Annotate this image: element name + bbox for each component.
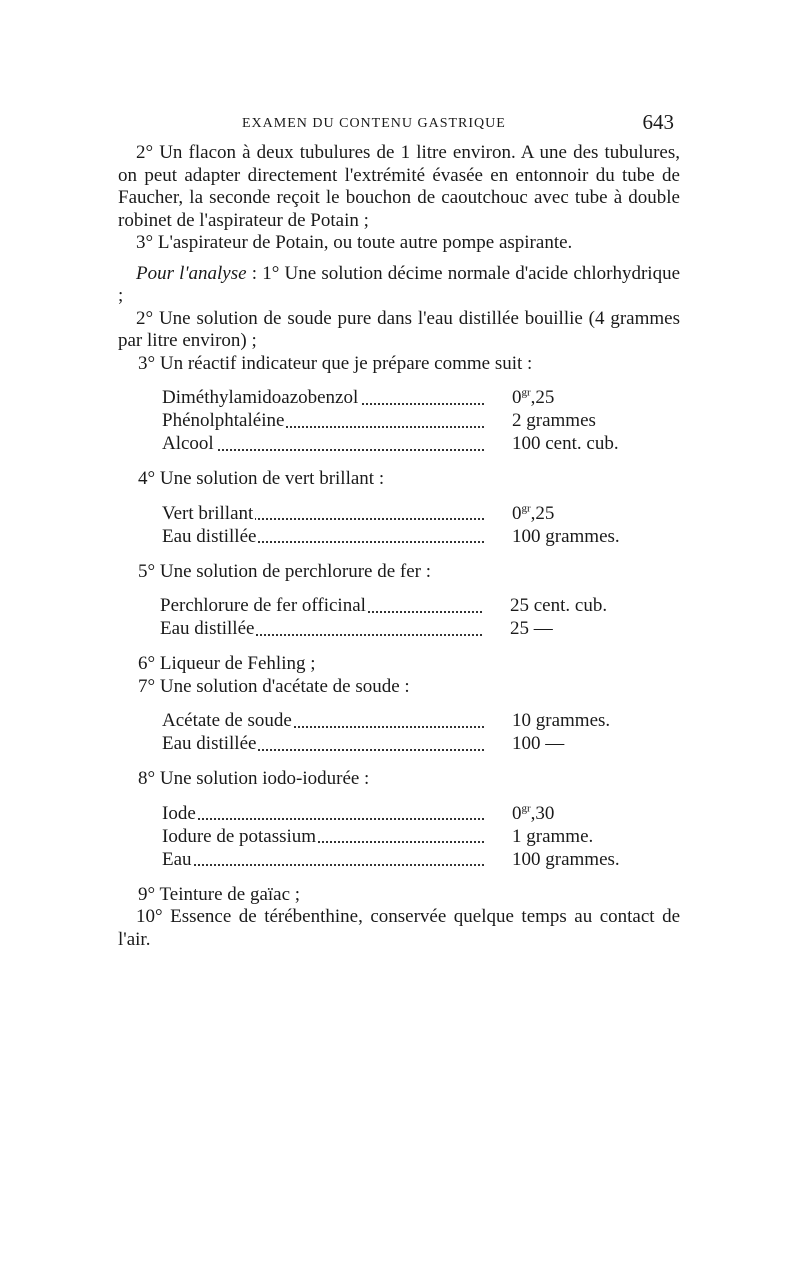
recipe-row: [162, 503, 642, 526]
paragraph-perchlorure: 5° Une solution de perchlorure de fer :: [138, 560, 432, 582]
ingredient-name: Acétate de soude: [162, 710, 292, 731]
recipe-row: [162, 826, 642, 849]
analyse-text: : 1° Une solution décime normale d'acide chlorhydrique ;: [118, 262, 680, 306]
ingredient: [162, 433, 488, 456]
quantity-unit: gr: [521, 386, 531, 399]
page-header: [118, 112, 680, 142]
recipe-row: [162, 433, 642, 456]
quantity: [488, 387, 642, 410]
quantity-unit: gr: [521, 502, 531, 515]
ingredient-name: Iodure de potassium: [162, 825, 317, 847]
ingredient-name: Eau distillée: [162, 733, 257, 754]
quantity-value: 100 cent. cub.: [512, 433, 619, 454]
recipe-row: [162, 410, 642, 433]
recipe-perchlorure: [160, 595, 640, 641]
ingredient-name: Eau: [162, 848, 192, 870]
ingredient: [162, 826, 488, 849]
ingredient-name: Diméthylamidoazobenzol: [162, 387, 359, 408]
paragraph-flacon: 2° Un flacon à deux tubulures de 1 litre environ. A une des tubulures, on peut adapter directement l'extrémité évasée en entonnoir du tube de Faucher, la seconde reçoit le bouchon de caoutchouc avec tube à double robinet de l'aspirateur de Potain ;: [118, 142, 680, 231]
dot-leader: [162, 864, 484, 866]
quantity: [488, 826, 642, 849]
paragraph-acetate: 7° Une solution d'acétate de soude :: [138, 675, 410, 697]
quantity-value: 1 gramme.: [512, 825, 594, 847]
ingredient: [160, 595, 486, 618]
book-page: [118, 112, 680, 951]
paragraph-iodo: 8° Une solution iodo-iodurée :: [138, 768, 370, 789]
ingredient: [162, 410, 488, 433]
paragraph-analyse: [118, 263, 680, 308]
quantity-value: 100 grammes.: [512, 525, 620, 547]
quantity: [488, 733, 642, 756]
quantity-value: 25 cent. cub.: [510, 595, 608, 616]
recipe-row: [162, 710, 642, 733]
ingredient-name: Eau distillée: [160, 618, 255, 639]
analyse-label: Pour l'analyse: [136, 262, 247, 284]
ingredient: [162, 849, 488, 872]
quantity-decimal: ,25: [530, 502, 555, 524]
quantity: [488, 503, 642, 526]
quantity-value: 25 —: [510, 618, 553, 639]
recipe-row: [162, 733, 642, 756]
ingredient-name: Alcool: [162, 433, 214, 454]
quantity-value: 0: [512, 802, 522, 824]
ingredient: [160, 618, 486, 641]
recipe-indicateur: [162, 387, 642, 456]
ingredient: [162, 526, 488, 549]
paragraph-soude: 2° Une solution de soude pure dans l'eau distillée bouillie (4 grammes par litre environ) ;: [118, 307, 680, 351]
quantity-unit: gr: [521, 802, 531, 815]
quantity: [488, 849, 642, 872]
ingredient-name: Iode: [162, 802, 196, 824]
quantity-value: 0: [512, 502, 522, 524]
quantity: [488, 803, 642, 826]
ingredient-name: Phénolphtaléine: [162, 410, 285, 431]
quantity: [486, 595, 640, 618]
paragraph-fehling: 6° Liqueur de Fehling ;: [138, 653, 316, 674]
page-number: 643: [642, 110, 674, 134]
quantity-value: 0: [512, 387, 522, 408]
paragraph-reactif: 3° Un réactif indicateur que je prépare comme suit :: [138, 352, 533, 374]
recipe-iodo: [162, 803, 642, 872]
ingredient: [162, 387, 488, 410]
ingredient: [162, 733, 488, 756]
dot-leader: [162, 818, 484, 820]
running-title: EXAMEN DU CONTENU GASTRIQUE: [242, 116, 506, 131]
paragraph-vert: 4° Une solution de vert brillant :: [138, 468, 385, 489]
ingredient-name: Vert brillant: [162, 502, 254, 524]
quantity-value: 100 grammes.: [512, 848, 620, 870]
ingredient: [162, 803, 488, 826]
quantity-value: 100 —: [512, 733, 565, 754]
recipe-row: [162, 526, 642, 549]
page-body: [118, 142, 680, 951]
ingredient: [162, 710, 488, 733]
paragraph-gaiac: 9° Teinture de gaïac ;: [138, 883, 301, 905]
ingredient-name: Perchlorure de fer officinal: [160, 595, 366, 616]
recipe-row: [162, 803, 642, 826]
quantity: [488, 710, 642, 733]
quantity: [488, 410, 642, 433]
recipe-row: [160, 595, 640, 618]
recipe-vert: [162, 503, 642, 549]
quantity-value: 2 grammes: [512, 410, 596, 431]
quantity: [486, 618, 640, 641]
quantity-decimal: ,30: [530, 802, 555, 824]
quantity-value: 10 grammes.: [512, 710, 611, 731]
paragraph-aspirateur: 3° L'aspirateur de Potain, ou toute autre pompe aspirante.: [136, 232, 573, 253]
quantity: [488, 526, 642, 549]
ingredient: [162, 503, 488, 526]
ingredient-name: Eau distillée: [162, 525, 257, 547]
paragraph-terebenthine: 10° Essence de térébenthine, conservée quelque temps au contact de l'air.: [118, 906, 680, 950]
quantity-decimal: ,25: [530, 387, 555, 408]
recipe-row: [162, 387, 642, 410]
recipe-acetate: [162, 710, 642, 756]
quantity: [488, 433, 642, 456]
recipe-row: [160, 618, 640, 641]
recipe-row: [162, 849, 642, 872]
